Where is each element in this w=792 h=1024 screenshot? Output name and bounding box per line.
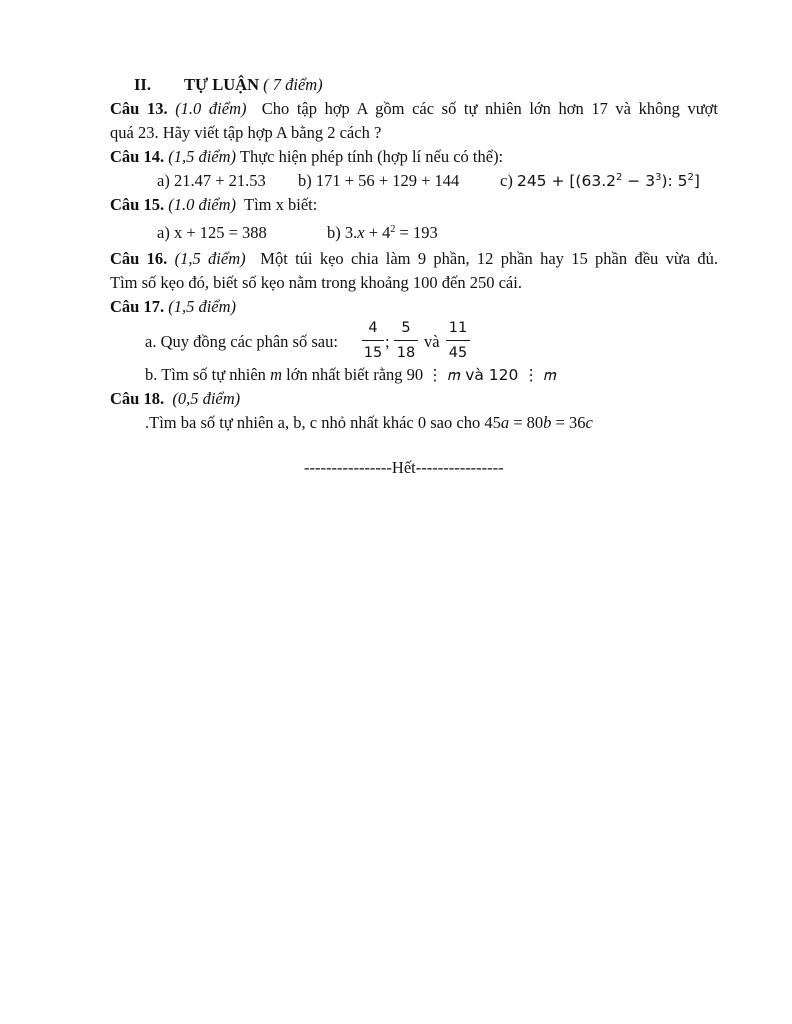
q15-label: Câu 15. <box>110 195 165 214</box>
q16-text1: Một túi kẹo chia làm 9 phần, 12 phần hay 15 phần đều vừa đủ. <box>260 249 719 268</box>
q18-label: Câu 18. <box>110 389 165 408</box>
section-numeral: II. <box>134 75 151 94</box>
fraction-separator: ; <box>385 332 390 351</box>
q15-line1 <box>110 194 317 216</box>
q14-label: Câu 14. <box>110 147 165 166</box>
q18-points: (0,5 điểm) <box>172 389 241 408</box>
q17-part-b: b. Tìm số tự nhiên m lớn nhất biết rằng 90 ⋮ 𝑚 và 120 ⋮ 𝑚 <box>145 365 557 384</box>
q17-part-a-text: a. Quy đồng các phân số sau: <box>145 332 338 351</box>
q16-line2: Tìm số kẹo đó, biết số kẹo nằm trong khoảng 100 đến 250 cái. <box>110 273 522 292</box>
q13-label: Câu 13. <box>110 99 168 118</box>
q13-line2: quá 23. Hãy viết tập hợp A bằng 2 cách ? <box>110 123 382 142</box>
q15-part-a: a) x + 125 = 388 <box>157 223 267 242</box>
q14-part-c: c) $245 + [(63.2^2 - 3^3)$: $5^2$] <box>500 171 700 190</box>
q17-label: Câu 17. <box>110 297 165 316</box>
q17-line1 <box>110 296 236 318</box>
q14-text: Thực hiện phép tính (hợp lí nếu có thể): <box>239 147 504 166</box>
q14-part-a: a) 21.47 + 21.53 <box>157 171 266 190</box>
q17-points: (1,5 điểm) <box>168 297 237 316</box>
q18-line1 <box>110 388 240 410</box>
q15-text: Tìm x biết: <box>244 195 318 214</box>
fraction-1: 4 15 <box>363 320 383 361</box>
q13-line1 <box>110 98 718 120</box>
q15-points: (1.0 điểm) <box>168 195 237 214</box>
q13-points: (1.0 điểm) <box>175 99 247 118</box>
q16-points: (1,5 điểm) <box>174 249 246 268</box>
section-points: ( 7 điểm) <box>263 75 323 94</box>
q15-part-b: b) $3.x + 4^2 = 193$ <box>327 223 438 242</box>
fraction-2: 5 18 <box>394 318 418 363</box>
q14-line1 <box>110 146 503 168</box>
q14-points: (1,5 điểm) <box>168 147 237 166</box>
q16-line1 <box>110 248 718 270</box>
q16-label: Câu 16. <box>110 249 168 268</box>
section-header <box>134 74 323 96</box>
q18-text: .Tìm ba số tự nhiên a, b, c nhỏ nhất khác 0 sao cho 45a = 80b = 36c <box>145 413 593 432</box>
end-marker: ----------------Hết---------------- <box>304 458 504 477</box>
fraction-3: 11 45 <box>446 318 470 363</box>
q13-text1: Cho tập hợp A gồm các số tự nhiên lớn hơn 17 và không vượt <box>261 99 718 118</box>
section-title: TỰ LUẬN <box>183 75 259 94</box>
q14-part-b: b) 171 + 56 + 129 + 144 <box>298 171 460 190</box>
fraction-and: và <box>424 332 440 351</box>
